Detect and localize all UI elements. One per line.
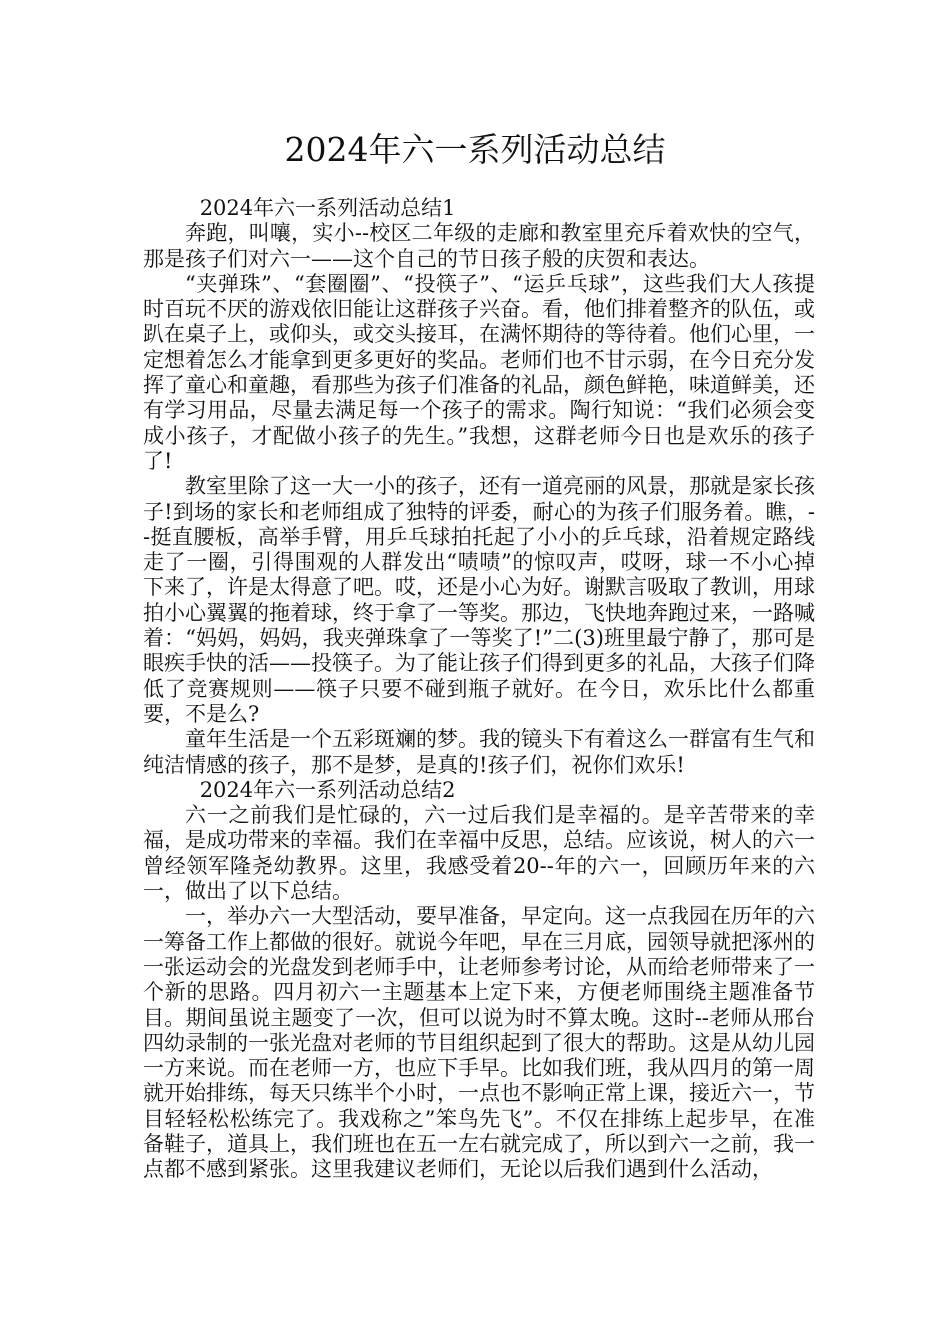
paragraph: “夹弹珠”、“套圈圈”、“投筷子”、“运乒乓球”，这些我们大人孩提时百玩不厌的游戏依旧能让这群孩子兴奋。看，他们排着整齐的队伍，或趴在桌子上，或仰头，或交头接耳，在满怀期待的等待着。他们心里，一定想着怎么才能拿到更多更好的奖品。老师们也不甘示弱，在今日充分发挥了童心和童趣，看那些为孩子们准备的礼品，颜色鲜艳，味道鲜美，还有学习用品，尽量去满足每一个孩子的需求。陶行知说：“我们必须会变成小孩子，才配做小孩子的先生。”我想，这群老师今日也是欢乐的孩子了!	[143, 271, 815, 473]
paragraph: 教室里除了这一大一小的孩子，还有一道亮丽的风景，那就是家长孩子!到场的家长和老师组成了独特的评委，耐心的为孩子们服务着。瞧，--挺直腰板，高举手臂，用乒乓球拍托起了小小的乒乓球，沿着规定路线走了一圈，引得围观的人群发出“啧啧”的惊叹声，哎呀，球一不小心掉下来了，许是太得意了吧。哎，还是小心为好。谢默言吸取了教训，用球拍小心翼翼的拖着球，终于拿了一等奖。那边，飞快地奔跑过来，一路喊着：“妈妈，妈妈，我夹弹珠拿了一等奖了!”二(3)班里最宁静了，那可是眼疾手快的活——投筷子。为了能让孩子们得到更多的礼品，大孩子们降低了竞赛规则——筷子只要不碰到瓶子就好。在今日，欢乐比什么都重要，不是么?	[143, 474, 815, 726]
paragraph: 奔跑，叫嚷，实小--校区二年级的走廊和教室里充斥着欢快的空气，那是孩子们对六一——这个自己的节日孩子般的庆贺和表达。	[143, 221, 815, 271]
paragraph: 童年生活是一个五彩斑斓的梦。我的镜头下有着这么一群富有生气和纯洁情感的孩子，那不是梦，是真的!孩子们，祝你们欢乐!	[143, 727, 815, 777]
paragraph: 一，举办六一大型活动，要早准备，早定向。这一点我园在历年的六一筹备工作上都做的很好。就说今年吧，早在三月底，园领导就把涿州的一张运动会的光盘发到老师手中，让老师参考讨论，从而给老师带来了一个新的思路。四月初六一主题基本上定下来，方便老师围绕主题准备节目。期间虽说主题变了一次，但可以说为时不算太晚。这时--老师从邢台四幼录制的一张光盘对老师的节目组织起到了很大的帮助。这是从幼儿园一方来说。而在老师一方，也应下手早。比如我们班，我从四月的第一周就开始排练，每天只练半个小时，一点也不影响正常上课，接近六一，节目轻轻松松练完了。我戏称之”笨鸟先飞”。不仅在排练上起步早，在准备鞋子，道具上，我们班也在五一左右就完成了，所以到六一之前，我一点都不感到紧张。这里我建议老师们，无论以后我们遇到什么活动，	[143, 904, 815, 1182]
section-heading: 2024年六一系列活动总结2	[199, 777, 456, 802]
paragraph: 六一之前我们是忙碌的，六一过后我们是幸福的。是辛苦带来的幸福，是成功带来的幸福。我们在幸福中反思，总结。应该说，树人的六一曾经领军隆尧幼教界。这里，我感受着20--年的六一，回顾历年来的六一，做出了以下总结。	[143, 803, 815, 904]
document-body	[143, 196, 815, 1183]
document-title: 2024年六一系列活动总结	[284, 130, 666, 169]
section-heading: 2024年六一系列活动总结1	[199, 196, 456, 220]
